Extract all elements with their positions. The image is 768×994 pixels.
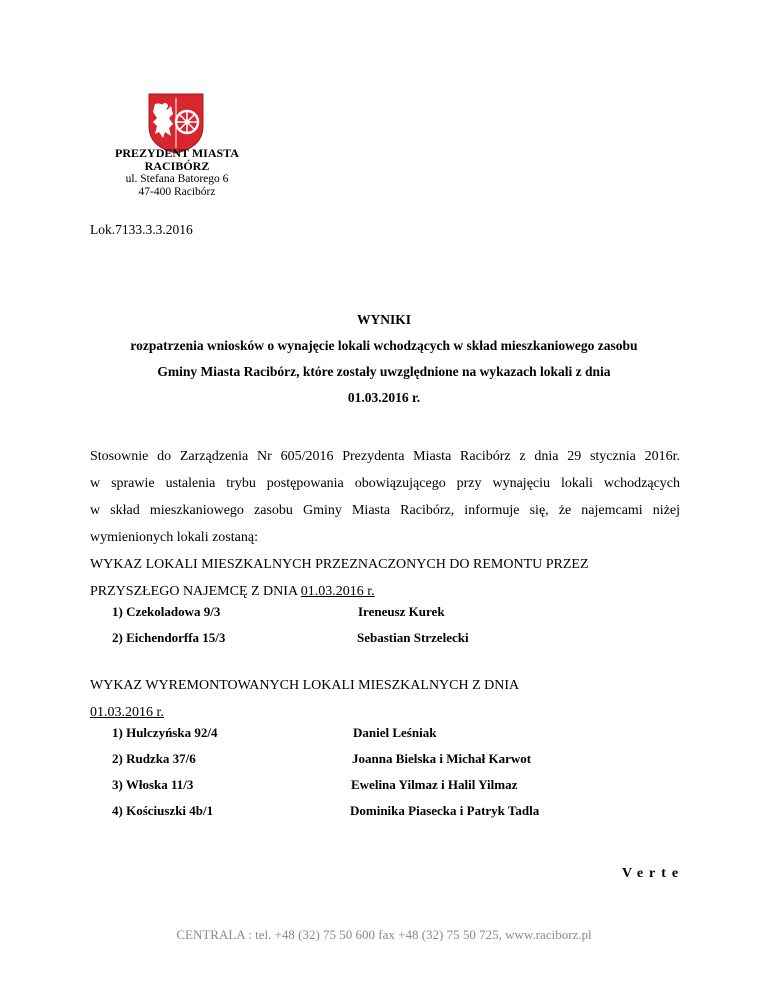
section1-item-2-person: Sebastian Strzelecki (357, 630, 469, 645)
header-street: ul. Stefana Batorego 6 (125, 173, 229, 185)
title-date: 01.03.2016 r. (347, 390, 421, 405)
intro-line-2: w sprawie ustalenia trybu postępowania obowiązującego przy wynajęciu lokali wchodzących (90, 476, 680, 491)
section2-item-4-person: Dominika Piasecka i Patryk Tadla (350, 803, 540, 818)
section1-heading-line2 (90, 578, 690, 605)
section2-item-1-person: Daniel Leśniak (353, 725, 437, 740)
section2-heading-date: 01.03.2016 r. (90, 705, 164, 720)
intro-line-1: Stosownie do Zarządzenia Nr 605/2016 Prezydenta Miasta Racibórz z dnia 29 stycznia 2016r. (90, 449, 680, 464)
footer-contact: CENTRALA : tel. +48 (32) 75 50 600 fax +48 (32) 75 50 725, www.raciborz.pl (176, 927, 592, 942)
section1-item-2-address: 2) Eichendorffa 15/3 (112, 630, 226, 645)
header-postcode: 47-400 Racibórz (138, 186, 216, 198)
title-line-2: rozpatrzenia wniosków o wynajęcie lokali wchodzących w skład mieszkaniowego zasobu (130, 338, 638, 353)
section1-heading-line1: WYKAZ LOKALI MIESZKALNYCH PRZEZNACZONYCH DO REMONTU PRZEZ (90, 557, 589, 572)
verte-note: Verte (622, 866, 685, 881)
section2-item-1-address: 1) Hulczyńska 92/4 (112, 725, 218, 740)
document-reference: Lok.7133.3.3.2016 (90, 222, 193, 237)
section1-heading-date: 01.03.2016 r. (300, 584, 375, 599)
intro-line-4: wymienionych lokali zostaną: (90, 530, 258, 545)
section2-item-2-address: 2) Rudzka 37/6 (112, 751, 196, 766)
section1-heading-pre: PRZYSZŁEGO NAJEMCĘ Z DNIA (90, 584, 301, 599)
city-crest-logo (147, 92, 205, 154)
section1-heading (90, 551, 690, 605)
intro-paragraph (90, 443, 680, 551)
header-city: RACIBÓRZ (144, 159, 210, 173)
document-title: WYNIKI (356, 312, 411, 327)
section1-item-1-person: Ireneusz Kurek (358, 604, 445, 619)
section2-heading-line1: WYKAZ WYREMONTOWANYCH LOKALI MIESZKALNYCH Z DNIA (90, 678, 520, 693)
intro-line-3: w skład mieszkaniowego zasobu Gminy Miasta Racibórz, informuje się, że najemcami niżej (90, 503, 680, 518)
section2-item-3-person: Ewelina Yilmaz i Halil Yilmaz (351, 777, 518, 792)
section2-heading-line2 (90, 699, 690, 726)
header-office: PREZYDENT MIASTA (115, 146, 239, 160)
title-line-3: Gminy Miasta Racibórz, które zostały uwzględnione na wykazach lokali z dnia (157, 364, 611, 379)
section2-item-4-address: 4) Kościuszki 4b/1 (112, 803, 214, 818)
section2-item-2-person: Joanna Bielska i Michał Karwot (352, 751, 532, 766)
section2-item-3-address: 3) Włoska 11/3 (112, 777, 194, 792)
section2-heading (90, 672, 690, 726)
section1-item-1-address: 1) Czekoladowa 9/3 (112, 604, 221, 619)
